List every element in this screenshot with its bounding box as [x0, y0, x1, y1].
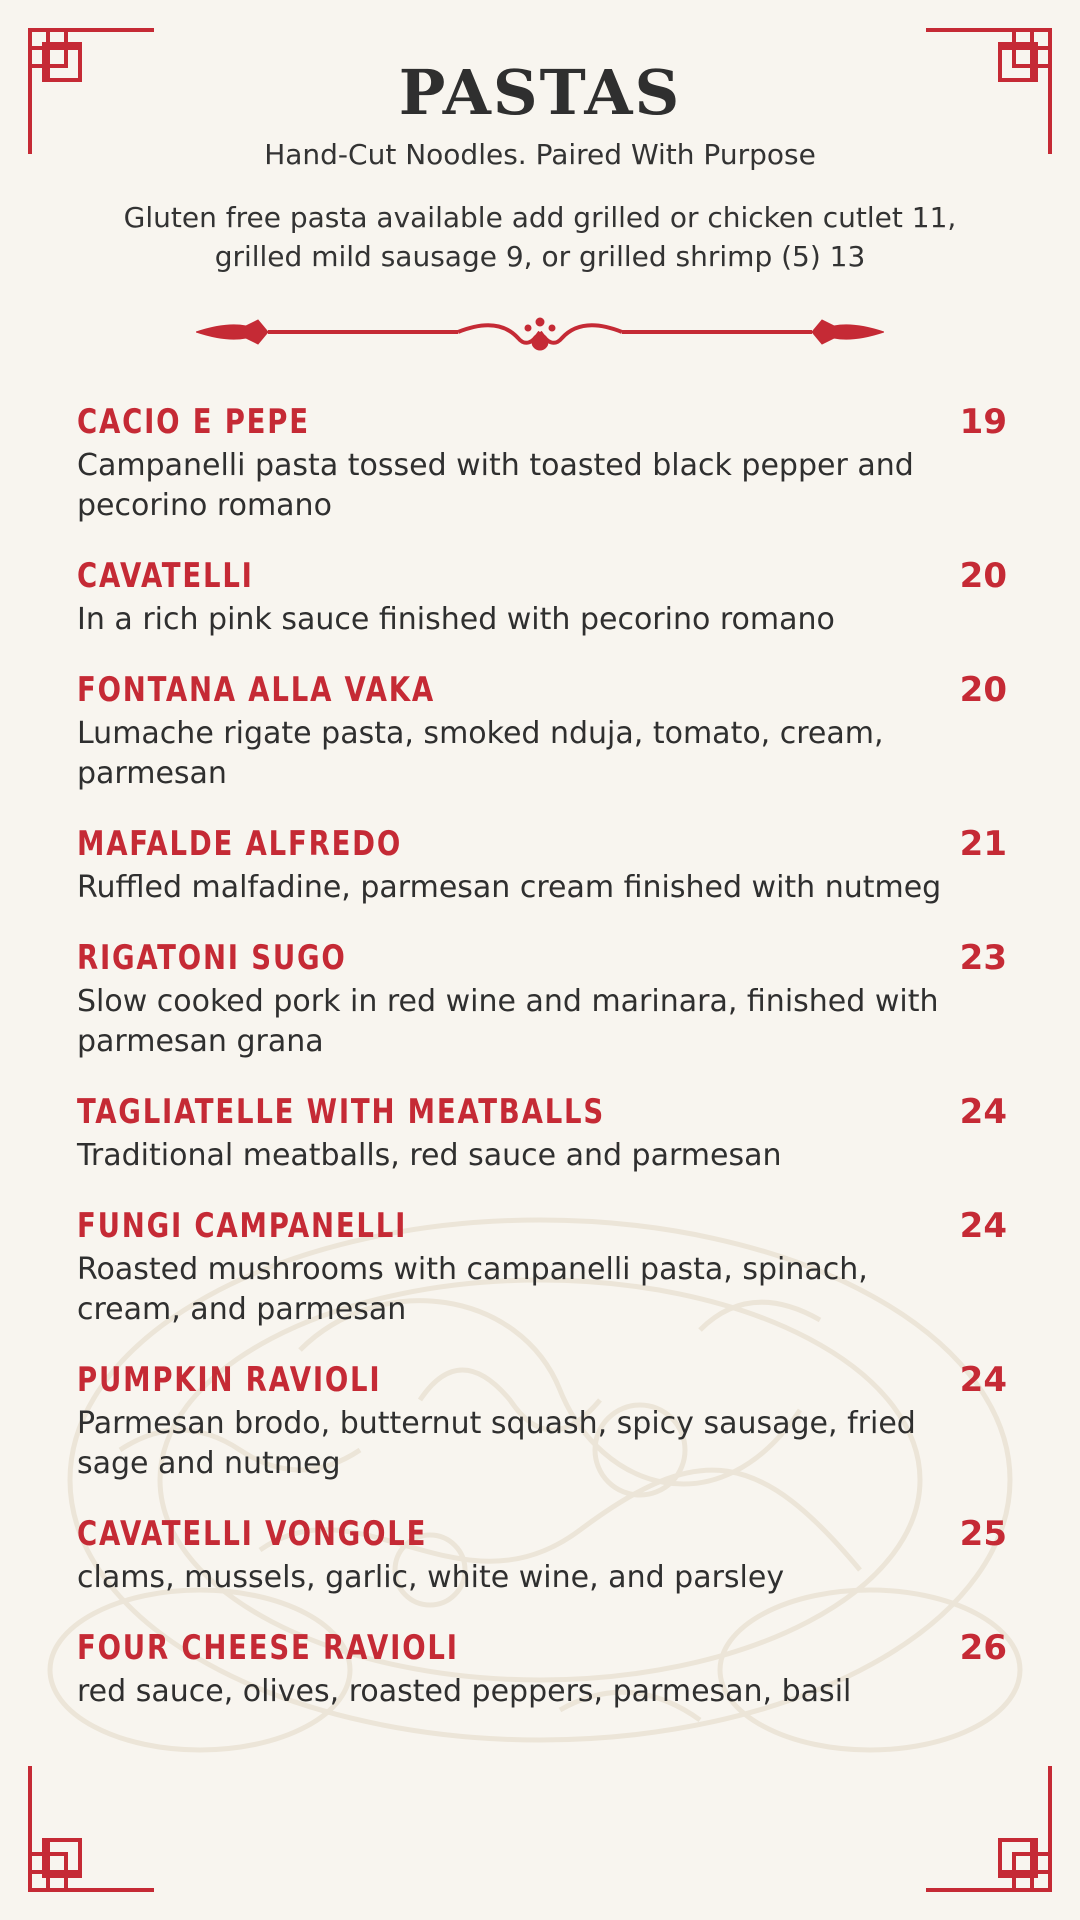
menu-item-name: MAFALDE ALFREDO: [77, 824, 403, 864]
menu-item-name: FONTANA ALLA VAKA: [77, 670, 435, 710]
menu-item-name: CAVATELLI VONGOLE: [77, 1514, 428, 1554]
menu-item-description: Parmesan brodo, butternut squash, spicy sausage, fried sage and nutmeg: [77, 1406, 916, 1481]
corner-ornament-icon: [922, 1762, 1052, 1892]
menu-title: PASTAS: [398, 56, 682, 129]
menu-item: [77, 1358, 1007, 1484]
menu-item-description: Traditional meatballs, red sauce and parmesan: [77, 1138, 782, 1173]
menu-item: [77, 1626, 1007, 1712]
menu-item-name: FUNGI CAMPANELLI: [77, 1206, 408, 1246]
menu-item-name: CACIO E PEPE: [77, 402, 310, 442]
menu-item-description: Campanelli pasta tossed with toasted black pepper and pecorino romano: [77, 448, 914, 523]
menu-item-price: 26: [959, 1628, 1007, 1668]
menu-item: [77, 554, 1007, 640]
menu-item-name: RIGATONI SUGO: [77, 938, 347, 978]
menu-item-price: 20: [959, 556, 1007, 596]
menu-item-name: TAGLIATELLE WITH MEATBALLS: [77, 1092, 606, 1132]
flourish-divider-icon: [196, 310, 884, 354]
menu-item: [77, 1204, 1007, 1330]
menu-item: [77, 400, 1007, 526]
menu-item: [77, 1512, 1007, 1598]
menu-item: [77, 822, 1007, 908]
menu-item-price: 19: [959, 402, 1007, 442]
menu-item-name: FOUR CHEESE RAVIOLI: [77, 1628, 459, 1668]
menu-item-price: 24: [959, 1092, 1007, 1132]
menu-item-price: 25: [959, 1514, 1007, 1554]
menu-item-description: clams, mussels, garlic, white wine, and parsley: [77, 1560, 785, 1595]
menu-item-description: Ruffled malfadine, parmesan cream finished with nutmeg: [77, 870, 942, 905]
menu-item-price: 21: [959, 824, 1007, 864]
menu-item-price: 24: [959, 1360, 1007, 1400]
menu-note: Gluten free pasta available add grilled or chicken cutlet 11, grilled mild sausage 9, or grilled shrimp (5) 13: [123, 201, 957, 273]
menu-item-list: [77, 400, 1007, 1740]
menu-item-name: PUMPKIN RAVIOLI: [77, 1360, 382, 1400]
menu-item-description: Roasted mushrooms with campanelli pasta, spinach, cream, and parmesan: [77, 1252, 868, 1327]
corner-ornament-icon: [28, 1762, 158, 1892]
menu-item-price: 24: [959, 1206, 1007, 1246]
menu-item-description: In a rich pink sauce finished with pecorino romano: [77, 602, 835, 637]
menu-item: [77, 936, 1007, 1062]
menu-subtitle: Hand-Cut Noodles. Paired With Purpose: [264, 138, 816, 171]
menu-item-price: 23: [959, 938, 1007, 978]
menu-item-name: CAVATELLI: [77, 556, 254, 596]
menu-item: [77, 668, 1007, 794]
menu-item-price: 20: [959, 670, 1007, 710]
menu-item-description: red sauce, olives, roasted peppers, parmesan, basil: [77, 1674, 852, 1709]
menu-item: [77, 1090, 1007, 1176]
menu-item-description: Lumache rigate pasta, smoked nduja, tomato, cream, parmesan: [77, 716, 884, 791]
menu-item-description: Slow cooked pork in red wine and marinara, finished with parmesan grana: [77, 984, 939, 1059]
